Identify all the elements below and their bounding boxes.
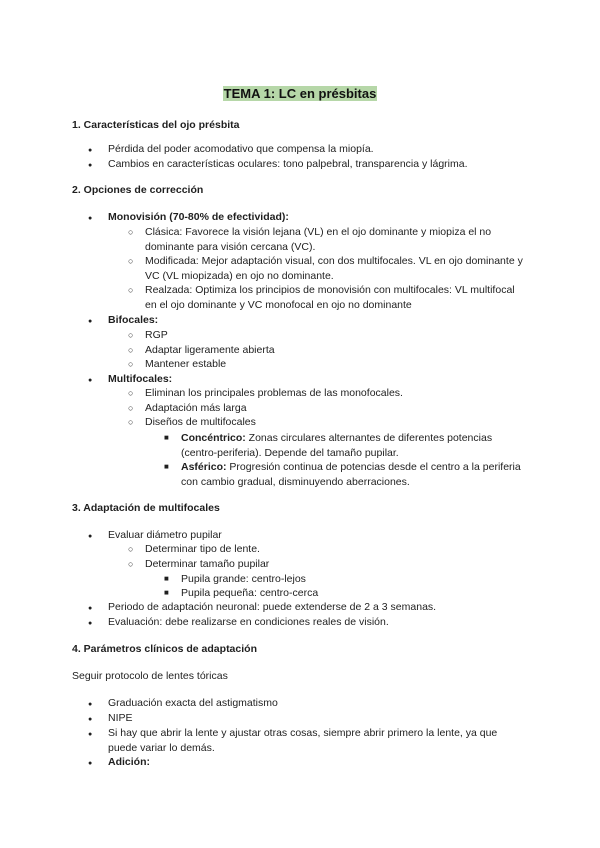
section-3-heading: 3. Adaptación de multifocales xyxy=(72,502,220,514)
list-item: Evaluación: debe realizarse en condiciones reales de visión. xyxy=(108,616,389,628)
multifocales-label: Multifocales: xyxy=(108,373,173,385)
list-item: Adaptación más larga xyxy=(145,402,247,414)
square-bullet-icon xyxy=(164,431,169,446)
list-item: Clásica: Favorece la visión lejana (VL) en el ojo dominante y miopiza el no dominante para visión cercana (VC). xyxy=(145,226,492,253)
list-item: Periodo de adaptación neuronal: puede extenderse de 2 a 3 semanas. xyxy=(108,601,437,613)
bullet-icon xyxy=(88,726,92,743)
bullet-icon xyxy=(88,528,92,545)
list-item: Diseños de multifocales xyxy=(145,416,256,428)
circle-bullet-icon xyxy=(128,557,133,572)
monovision-label: Monovisión (70-80% de efectividad): xyxy=(108,211,289,223)
list-item: Pérdida del poder acomodativo que compensa la miopía. xyxy=(108,143,374,155)
circle-bullet-icon xyxy=(128,254,133,269)
section-4-intro: Seguir protocolo de lentes tóricas xyxy=(72,670,228,682)
list-item: Determinar tipo de lente. xyxy=(145,543,260,555)
square-bullet-icon xyxy=(164,586,169,601)
list-item: Mantener estable xyxy=(145,358,227,370)
list-item: Pupila grande: centro-lejos xyxy=(181,573,306,585)
list-item: Si hay que abrir la lente y ajustar otras cosas, siempre abrir primero la lente, ya que puede variar lo demás. xyxy=(108,727,498,754)
square-bullet-icon xyxy=(164,460,169,475)
list-item: RGP xyxy=(145,329,168,341)
circle-bullet-icon xyxy=(128,283,133,298)
asferico-text: Progresión continua de potencias desde el centro a la periferia con cambio gradual, disminuyendo aberraciones. xyxy=(181,461,521,488)
concentrico-text: Zonas circulares alternantes de diferentes potencias (centro-periferia). Depende del tamaño pupilar. xyxy=(181,432,493,459)
section-2-heading: 2. Opciones de corrección xyxy=(72,184,204,196)
circle-bullet-icon xyxy=(128,357,133,372)
bullet-icon xyxy=(88,615,92,632)
circle-bullet-icon xyxy=(128,415,133,430)
circle-bullet-icon xyxy=(128,328,133,343)
bullet-icon xyxy=(88,313,92,330)
list-item: Modificada: Mejor adaptación visual, con dos multifocales. VL en ojo dominante y VC (VL miopizada) en ojo no dominante. xyxy=(145,255,523,282)
list-item xyxy=(181,431,526,460)
list-item: Realzada: Optimiza los principios de monovisión con multifocales: VL multifocal en el ojo dominante y VC monofocal en ojo no dominante xyxy=(145,284,515,311)
list-item: Pupila pequeña: centro-cerca xyxy=(181,587,319,599)
list-item: Cambios en características oculares: tono palpebral, transparencia y lágrima. xyxy=(108,158,468,170)
circle-bullet-icon xyxy=(128,401,133,416)
bullet-icon xyxy=(88,372,92,389)
bullet-icon xyxy=(88,210,92,227)
circle-bullet-icon xyxy=(128,343,133,358)
bullet-icon xyxy=(88,157,92,174)
section-1-heading: 1. Características del ojo présbita xyxy=(72,119,240,131)
bifocales-label: Bifocales: xyxy=(108,314,159,326)
adicion-item xyxy=(108,755,528,770)
list-item: NIPE xyxy=(108,712,133,724)
section-4-heading: 4. Parámetros clínicos de adaptación xyxy=(72,643,257,655)
list-item: Determinar tamaño pupilar xyxy=(145,558,270,570)
bullet-icon xyxy=(88,755,92,772)
asferico-term: Asférico: xyxy=(181,461,227,473)
document-title: TEMA 1: LC en présbitas xyxy=(223,86,377,101)
square-bullet-icon xyxy=(164,572,169,587)
list-item xyxy=(181,460,526,489)
list-item: Eliminan los principales problemas de las monofocales. xyxy=(145,387,403,399)
circle-bullet-icon xyxy=(128,386,133,401)
concentrico-term: Concéntrico: xyxy=(181,432,246,444)
adicion-label: Adición: xyxy=(108,756,150,768)
list-item: Evaluar diámetro pupilar xyxy=(108,529,222,541)
title-container xyxy=(0,86,600,103)
circle-bullet-icon xyxy=(128,542,133,557)
list-item: Graduación exacta del astigmatismo xyxy=(108,697,278,709)
circle-bullet-icon xyxy=(128,225,133,240)
list-item: Adaptar ligeramente abierta xyxy=(145,344,275,356)
